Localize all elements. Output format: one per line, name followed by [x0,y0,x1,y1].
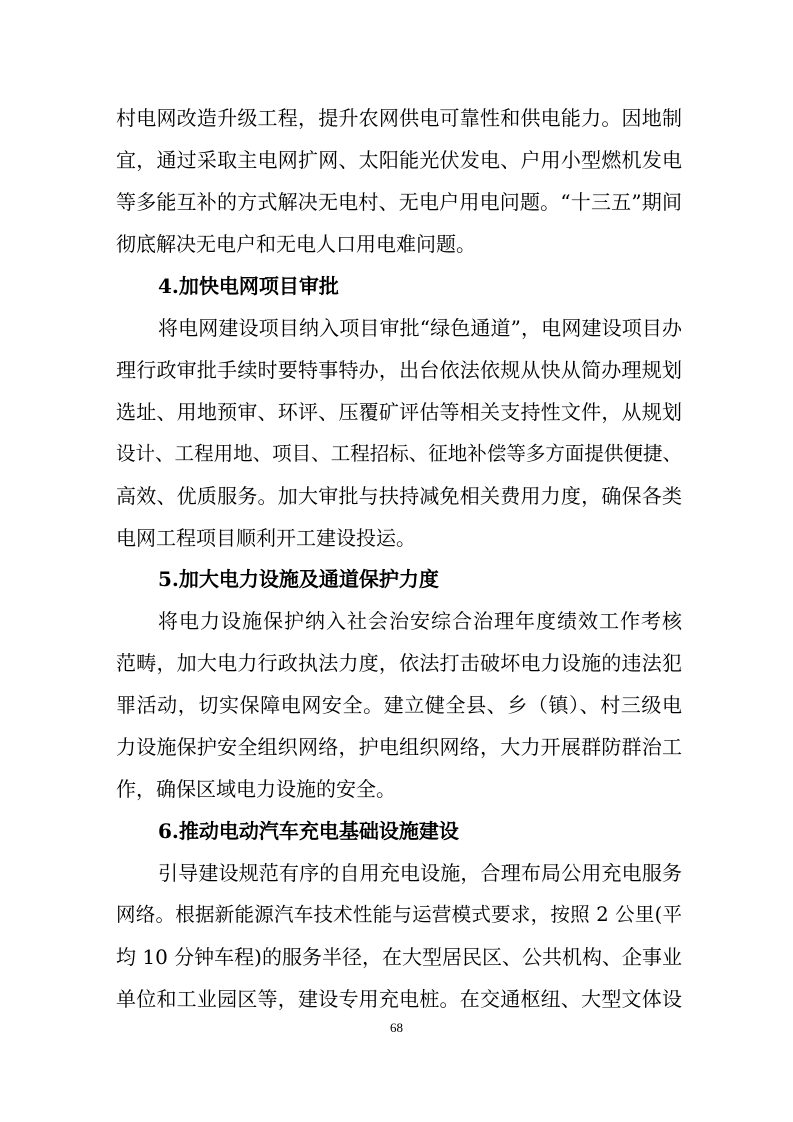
text-line: 范畴，加大电力行政执法力度，依法打击破坏电力设施的违法犯 [116,651,682,675]
text-line: 理行政审批手续时要特事特办，出台依法依规从快从简办理规划 [116,358,682,382]
text-line: 将电网建设项目纳入项目审批“绿色通道”，电网建设项目办 [158,316,682,340]
section-heading: 6.推动电动汽车充电基础设施建设 [158,819,459,843]
text-line: 选址、用地预审、环评、压覆矿评估等相关支持性文件，从规划 [116,400,682,424]
text-line: 网络。根据新能源汽车技术性能与运营模式要求，按照 2 公里(平 [116,903,682,926]
text-line: 宜，通过采取主电网扩网、太阳能光伏发电、户用小型燃机发电 [116,148,682,172]
text-line: 单位和工业园区等，建设专用充电桩。在交通枢纽、大型文体设 [116,987,682,1011]
section-heading: 4.加快电网项目审批 [158,274,339,298]
text-line: 村电网改造升级工程，提升农网供电可靠性和供电能力。因地制 [116,106,682,130]
section-heading: 5.加大电力设施及通道保护力度 [158,567,439,591]
text-line: 高效、优质服务。加大审批与扶持减免相关费用力度，确保各类 [116,484,682,508]
text-line: 引导建设规范有序的自用充电设施，合理布局公用充电服务 [158,861,682,885]
text-line: 将电力设施保护纳入社会治安综合治理年度绩效工作考核 [158,609,682,633]
text-line: 电网工程项目顺利开工建设投运。 [116,526,416,550]
text-line: 均 10 分钟车程)的服务半径，在大型居民区、公共机构、企事业 [116,945,682,969]
text-line: 设计、工程用地、项目、工程招标、征地补偿等多方面提供便捷、 [116,442,682,465]
page-number: 68 [390,1020,403,1035]
text-line: 等多能互补的方式解决无电村、无电户用电问题。“十三五”期间 [116,190,682,214]
text-line: 罪活动，切实保障电网安全。建立健全县、乡（镇）、村三级电 [116,693,682,717]
text-line: 作，确保区域电力设施的安全。 [116,777,396,801]
text-line: 力设施保护安全组织网络，护电组织网络，大力开展群防群治工 [116,735,682,759]
text-line: 彻底解决无电户和无电人口用电难问题。 [116,232,476,256]
